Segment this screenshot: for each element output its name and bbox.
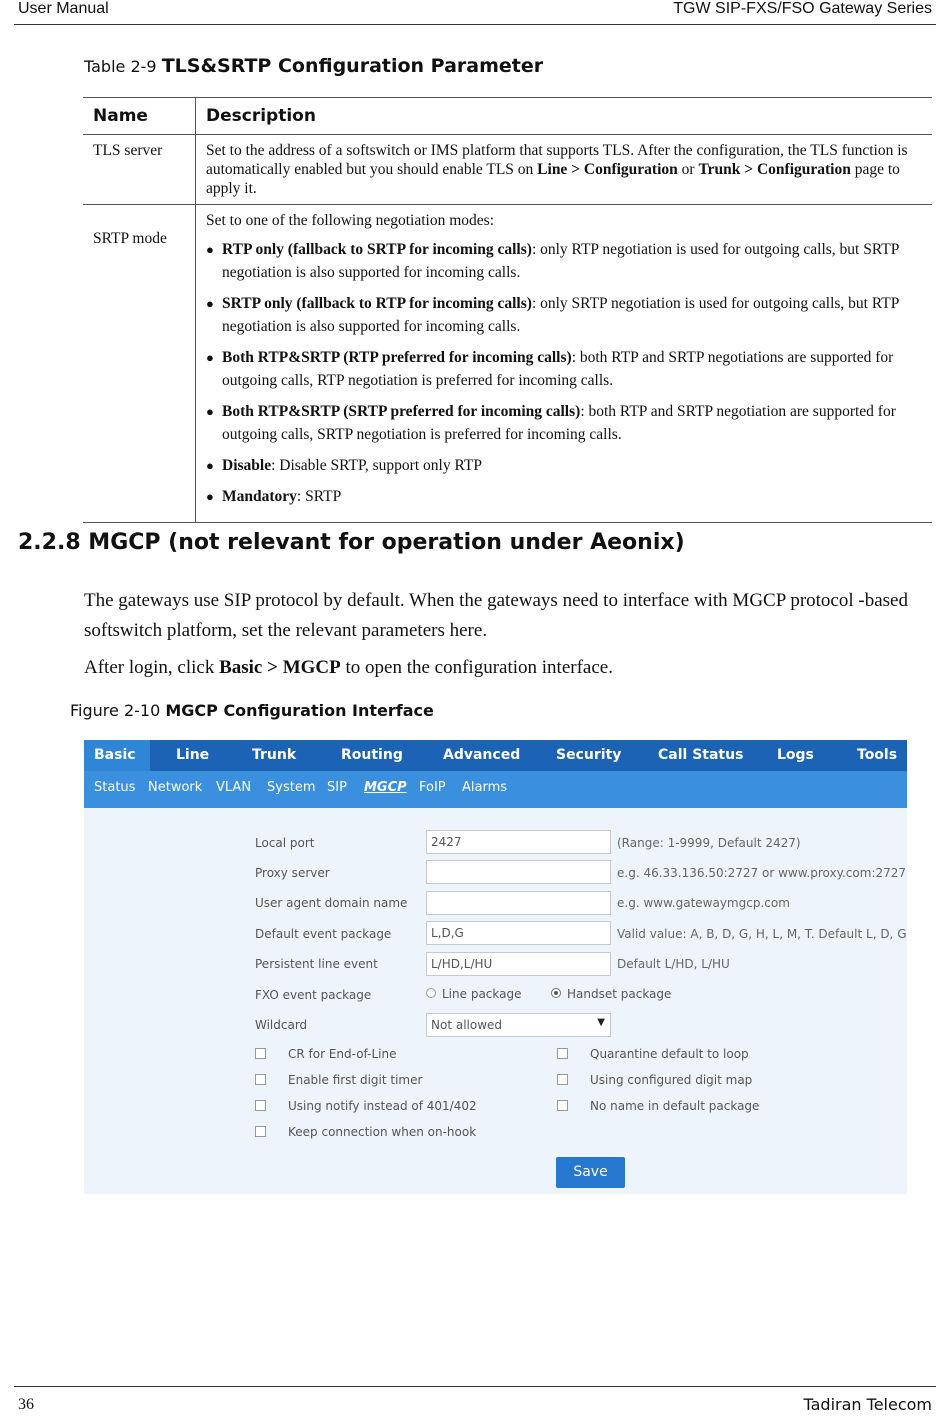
tab-trunk[interactable]: Trunk xyxy=(252,747,297,763)
tab-security[interactable]: Security xyxy=(556,747,622,763)
dropdown-arrow-icon: ▼ xyxy=(597,1017,605,1028)
handset-package-radio[interactable]: Handset package xyxy=(551,987,671,1001)
header-right: TGW SIP-FXS/FSO Gateway Series xyxy=(673,0,932,17)
ua-domain-label: User agent domain name xyxy=(255,896,408,910)
tab-call-status[interactable]: Call Status xyxy=(658,747,744,763)
table-header-row xyxy=(83,98,932,135)
paragraph: After login, click Basic > MGCP to open the configuration interface. xyxy=(84,657,613,678)
table-caption: Table 2-9 TLS&SRTP Configuration Parameter xyxy=(84,55,544,77)
checkbox-digit-map[interactable]: Using configured digit map xyxy=(557,1073,752,1087)
subtab-status[interactable]: Status xyxy=(94,780,136,795)
tab-basic[interactable]: Basic xyxy=(94,747,136,763)
local-port-label: Local port xyxy=(255,836,315,850)
checkbox-cr-end-of-line[interactable]: CR for End-of-Line xyxy=(255,1047,396,1061)
subtab-system[interactable]: System xyxy=(267,780,316,795)
table-row xyxy=(83,205,932,523)
persistent-event-input[interactable]: L/HD,L/HU xyxy=(426,952,611,976)
line-package-radio[interactable]: Line package xyxy=(426,987,521,1001)
top-nav xyxy=(84,740,907,771)
param-name: SRTP mode xyxy=(83,205,196,523)
checkbox-keep-connection[interactable]: Keep connection when on-hook xyxy=(255,1125,476,1139)
local-port-input[interactable]: 2427 xyxy=(426,830,611,854)
default-event-input[interactable]: L,D,G xyxy=(426,921,611,945)
tab-advanced[interactable]: Advanced xyxy=(443,747,521,763)
page-number: 36 xyxy=(18,1396,34,1413)
checkbox-notify-401-402[interactable]: Using notify instead of 401/402 xyxy=(255,1099,477,1113)
local-port-hint: (Range: 1-9999, Default 2427) xyxy=(617,836,801,850)
mgcp-screenshot xyxy=(84,740,907,1194)
param-desc: Set to the address of a softswitch or IMS platform that supports TLS. After the configuration, the TLS function is automatically enabled but you should enable TLS on Line > Configuration or Trunk > Configuration page to apply it. xyxy=(196,135,933,205)
proxy-server-hint: e.g. 46.33.136.50:2727 or www.proxy.com:2727 xyxy=(617,866,907,880)
page-footer xyxy=(14,1386,936,1417)
tab-logs[interactable]: Logs xyxy=(777,747,814,763)
persistent-event-label: Persistent line event xyxy=(255,957,378,971)
parameter-table xyxy=(83,97,932,523)
fxo-event-label: FXO event package xyxy=(255,988,372,1002)
section-heading: 2.2.8 MGCP (not relevant for operation under Aeonix) xyxy=(18,530,685,555)
col-desc-header: Description xyxy=(196,98,933,135)
param-desc: Set to one of the following negotiation modes: ● RTP only (fallback to SRTP for incoming calls): only RTP negotiation is used for outgoing calls, but SRTP negotiation is also supported for incoming calls. ● SRTP only (fallback to RTP for incoming calls): only SRTP negotiation is used for outgoing calls, but RTP negotiation is also supported for incoming calls. ● Both RTP&SRTP (RTP preferred for incoming calls): both RTP and SRTP negotiations are supported for outgoing calls, RTP negotiation is preferred for incoming calls. ● Both RTP&SRTP (SRTP preferred for incoming calls): both RTP and SRTP negotiation are supported for outgoing calls, SRTP negotiation is preferred for incoming calls. ● Disable: Disable SRTP, support only RTP ● Mandatory: SRTP xyxy=(196,205,933,523)
subtab-alarms[interactable]: Alarms xyxy=(462,780,508,795)
default-event-label: Default event package xyxy=(255,927,392,941)
mode-list xyxy=(206,238,922,508)
list-item: ● RTP only (fallback to SRTP for incoming calls): only RTP negotiation is used for outgoing calls, but SRTP negotiation is also supported for incoming calls. xyxy=(206,238,922,284)
list-item: ● Disable: Disable SRTP, support only RTP xyxy=(206,454,922,477)
save-button[interactable]: Save xyxy=(556,1157,625,1188)
proxy-server-input[interactable] xyxy=(426,860,611,884)
subtab-vlan[interactable]: VLAN xyxy=(216,780,252,795)
default-event-hint: Valid value: A, B, D, G, H, L, M, T. Default L, D, G xyxy=(617,927,907,941)
subtab-sip[interactable]: SIP xyxy=(327,780,347,795)
header-left: User Manual xyxy=(18,0,109,17)
subtab-mgcp[interactable]: MGCP xyxy=(364,780,407,795)
paragraph: The gateways use SIP protocol by default. When the gateways need to interface with MGCP protocol -based softswitch platform, set the relevant parameters here. xyxy=(84,590,908,641)
wildcard-select[interactable]: Not allowed ▼ xyxy=(426,1013,611,1037)
list-item: ● Both RTP&SRTP (SRTP preferred for incoming calls): both RTP and SRTP negotiation are supported for outgoing calls, SRTP negotiation is preferred for incoming calls. xyxy=(206,400,922,446)
list-item: ● Both RTP&SRTP (RTP preferred for incoming calls): both RTP and SRTP negotiations are supported for outgoing calls, RTP negotiation is preferred for incoming calls. xyxy=(206,346,922,392)
checkbox-first-digit-timer[interactable]: Enable first digit timer xyxy=(255,1073,422,1087)
proxy-server-label: Proxy server xyxy=(255,866,330,880)
table-row xyxy=(83,135,932,205)
tab-routing[interactable]: Routing xyxy=(341,747,403,763)
subtab-foip[interactable]: FoIP xyxy=(419,780,446,795)
param-name: TLS server xyxy=(83,135,196,205)
page-header xyxy=(14,0,936,25)
wildcard-label: Wildcard xyxy=(255,1018,308,1032)
ua-domain-hint: e.g. www.gatewaymgcp.com xyxy=(617,896,790,910)
list-item: ● Mandatory: SRTP xyxy=(206,485,922,508)
company-name: Tadiran Telecom xyxy=(803,1395,932,1414)
sub-nav xyxy=(84,771,907,808)
tab-tools[interactable]: Tools xyxy=(857,747,898,763)
figure-caption: Figure 2-10 MGCP Configuration Interface xyxy=(70,701,434,720)
checkbox-no-name[interactable]: No name in default package xyxy=(557,1099,759,1113)
checkbox-quarantine-loop[interactable]: Quarantine default to loop xyxy=(557,1047,749,1061)
subtab-network[interactable]: Network xyxy=(148,780,203,795)
col-name-header: Name xyxy=(83,98,196,135)
ua-domain-input[interactable] xyxy=(426,891,611,915)
tab-line[interactable]: Line xyxy=(176,747,210,763)
list-item: ● SRTP only (fallback to RTP for incoming calls): only SRTP negotiation is used for outgoing calls, but RTP negotiation is also supported for incoming calls. xyxy=(206,292,922,338)
persistent-event-hint: Default L/HD, L/HU xyxy=(617,957,730,971)
